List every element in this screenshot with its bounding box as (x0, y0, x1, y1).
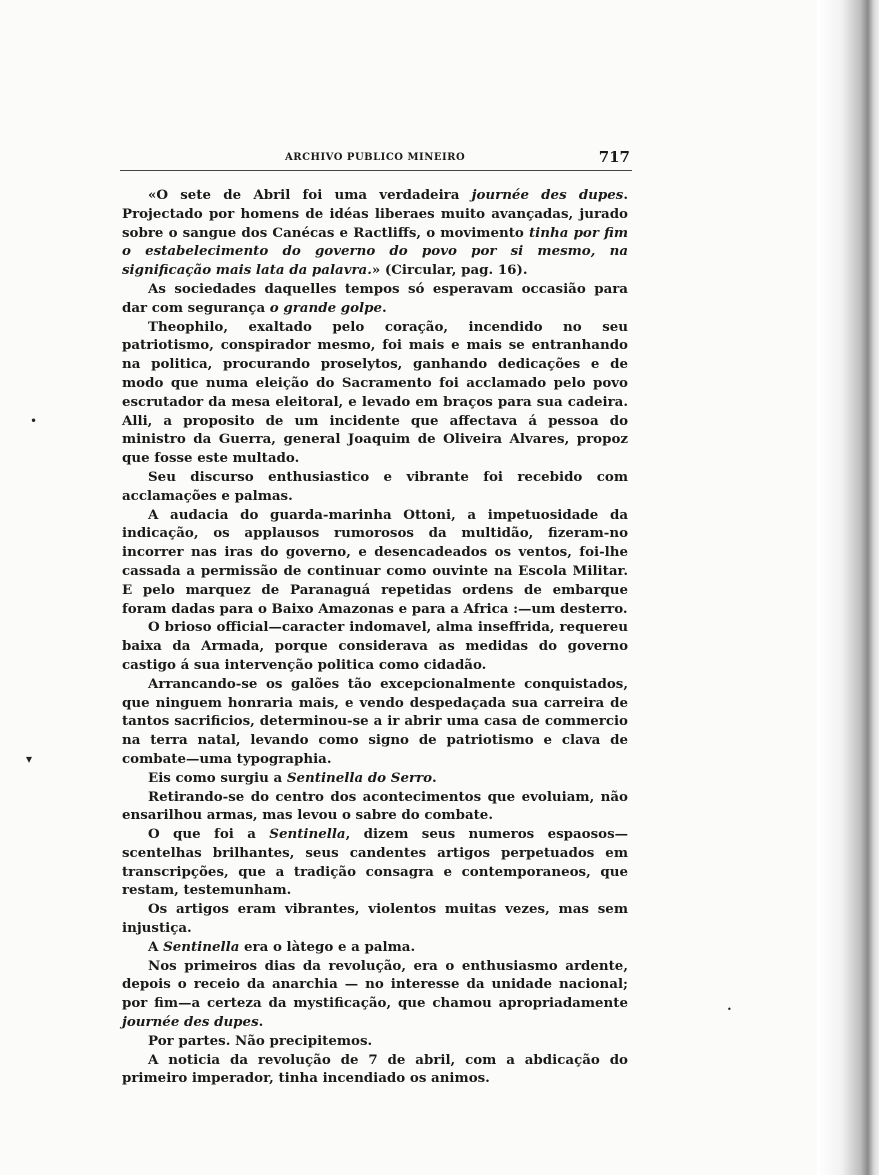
text-run: O que foi a (148, 826, 270, 843)
margin-mark: ▾ (26, 752, 33, 766)
text-run: Seu discurso enthusiastico e vibrante foi recebido com acclamações e palmas. (122, 468, 628, 504)
text-run: » (Circular, pag. 16). (371, 262, 528, 279)
italic-text: Sentinella (269, 826, 346, 843)
italic-text: Sentinella (163, 938, 240, 955)
text-run: «O sete de Abril foi uma verdadeira (148, 187, 472, 203)
page-edge-shadow (817, 0, 879, 1175)
paragraph (122, 506, 628, 619)
text-run: Por partes. Não precipitemos. (148, 1032, 373, 1049)
text-run: era o làtego e a palma. (239, 938, 416, 955)
text-run: Nos primeiros dias da revolução, era o enthusiasmo ardente, depois o receio da anarchia — no interesse da unidade nacional; por fim—a certeza da mystificação, que chamou apropriadamente (122, 957, 628, 1012)
text-run: , dizem seus numeros espaosos—scentelhas brilhantes, seus candentes artigos perpetuados em transcripções, que a tradição consagra e contemporaneos, que restam, testemunham. (122, 826, 629, 899)
page-number: 717 (598, 148, 630, 166)
italic-text: journée des dupes (122, 1014, 259, 1031)
margin-dot: • (727, 1005, 732, 1014)
italic-text: tinha por fim o estabelecimento do governo do povo por si mesmo, na significação mais lata da palavra. (122, 224, 628, 279)
paragraph (122, 468, 628, 506)
paragraph (122, 280, 628, 318)
text-run: A audacia do guarda-marinha Ottoni, a impetuosidade da indicação, os applausos rumorosos da multidão, fizeram-no incorrer nas iras do governo, e desencadeados os ventos, foi-lhe cassada a permissão de continuar como ouvinte na Escola Militar. E pelo marquez de Paranaguá repetidas ordens de embarque foram dadas para o Baixo Amazonas e para a Africa :—um desterro. (122, 506, 628, 617)
running-title: ARCHIVO PUBLICO MINEIRO (285, 152, 466, 163)
text-run: Retirando-se do centro dos acontecimentos que evoluiam, não ensarilhou armas, mas levou o sabre do combate. (122, 788, 628, 824)
text-run: . (432, 769, 437, 786)
text-run: As sociedades daquelles tempos só esperavam occasião para dar com segurança (122, 280, 628, 316)
paragraph (122, 318, 628, 468)
paragraph (122, 825, 628, 900)
text-run: . (258, 1014, 264, 1031)
text-run: . (382, 299, 387, 316)
italic-text: journée des dupes (471, 187, 624, 203)
margin-dot: • (30, 414, 38, 428)
text-body (122, 186, 628, 1088)
paragraph (122, 957, 628, 1032)
text-run: A noticia da revolução de 7 de abril, com a abdicação do primeiro imperador, tinha incendiado os animos. (122, 1051, 628, 1087)
paragraph (122, 1032, 628, 1051)
paragraph (122, 769, 628, 788)
text-run: Eis como surgiu a (148, 769, 287, 786)
italic-text: o grande golpe (269, 299, 383, 316)
paragraph (122, 900, 628, 938)
paragraph (122, 675, 628, 769)
text-run: . Projectado por homens de idéas liberaes muito avançadas, jurado sobre o sangue dos Canécas e Ractliffs, o movimento (122, 187, 629, 241)
paragraph (122, 618, 628, 674)
text-run: Theophilo, exaltado pelo coração, incendido no seu patriotismo, conspirador mesmo, foi mais e mais se entranhando na politica, procurando proselytos, ganhando dedicações e de modo que numa eleição do Sacramento foi acclamado pelo povo escrutador da mesa eleitoral, e levado em braços para sua cadeira. Alli, a proposito de um incidente que affectava á pessoa do ministro da Guerra, general Joaquim de Oliveira Alvares, propoz que fosse este multado. (122, 318, 628, 467)
text-run: Os artigos eram vibrantes, violentos muitas vezes, mas sem injustiça. (122, 901, 628, 937)
text-run: Arrancando-se os galões tão excepcionalmente conquistados, que ninguem honraria mais, e vendo despedaçada sua carreira de tantos sacrificios, determinou-se a ir abrir uma casa de commercio na terra natal, levando como signo de patriotismo e clava de combate—uma typographia. (122, 675, 628, 767)
page-header (120, 148, 632, 171)
text-run: A (148, 938, 164, 955)
paragraph (122, 1051, 628, 1089)
italic-text: Sentinella do Serro (286, 769, 433, 786)
text-run: O brioso official—caracter indomavel, alma inseffrida, requereu baixa da Armada, porque considerava as medidas do governo castigo á sua intervenção politica como cidadão. (122, 619, 628, 673)
paragraph (122, 788, 628, 826)
paragraph (122, 186, 628, 280)
paragraph (122, 938, 628, 957)
